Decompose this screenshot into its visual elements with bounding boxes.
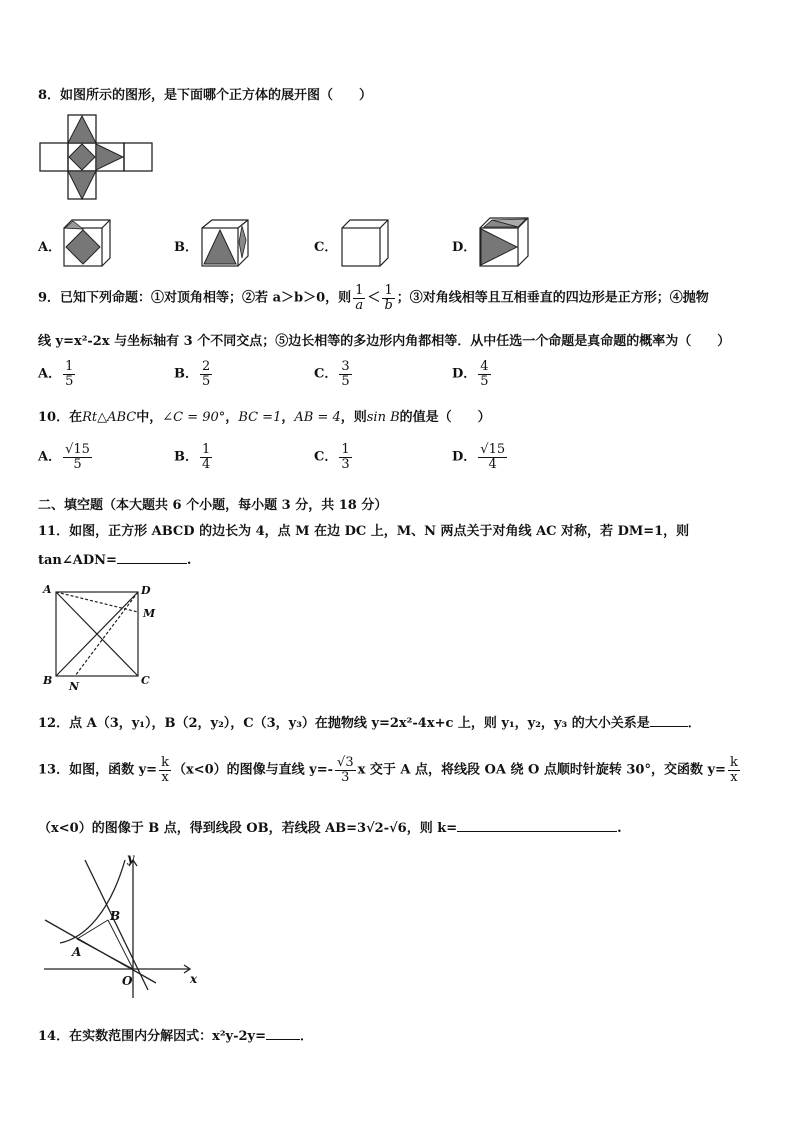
q13-axis-y-label: y [127, 851, 134, 865]
q13-x-2: x [730, 769, 738, 785]
q12-answer-blank[interactable] [650, 726, 688, 727]
q10-option-d-fraction [478, 443, 507, 471]
q9-line2: 线 y=x²-2x 与坐标轴有 3 个不同交点；⑤边长相等的多边形内角都相等．从中任选一个命题是真命题的概率为（ ） [38, 334, 731, 349]
q9-option-b-num: 2 [202, 359, 211, 374]
q13-k-1: k [161, 755, 169, 770]
q10-option-b-label: B． [174, 449, 198, 465]
q11-label-c: C [141, 674, 150, 687]
q13-text-line2a: （x<0）的图像于 B 点，得到线段 OB，若线段 AB=3 [38, 821, 367, 836]
q9-option-c-label: C． [314, 366, 338, 382]
q11-tan-label: tan∠ADN= [38, 553, 117, 568]
q13-sqrt3: √3 [337, 755, 354, 770]
q13-origin-label: O [122, 974, 133, 988]
q11-answer-blank[interactable] [117, 563, 187, 564]
q13-sqrt2: √2 [366, 821, 384, 836]
q10-option-d-label: D． [452, 449, 477, 465]
q9-fraction-1-over-b [382, 284, 394, 312]
q10-angle-c: ∠C = 90° [162, 410, 226, 425]
q11-label-a: A [43, 583, 52, 596]
q8-option-b-label: B． [174, 240, 198, 255]
q13-point-a-label: A [72, 945, 82, 959]
q10-sep1: ， [225, 410, 239, 425]
q10-sinb: sin B [366, 410, 400, 425]
q10-triangle: Rt△ABC [82, 410, 137, 425]
q9-option-d-den: 5 [480, 373, 489, 389]
q10-option-a-fraction [63, 443, 92, 471]
q9-text-part2: ；③对角线相等且互相垂直的四边形是正方形；④抛物 [396, 290, 709, 306]
q10-option-b-num: 1 [202, 442, 211, 457]
q10-option-c-fraction [339, 443, 351, 471]
q9-frac1-num: 1 [355, 283, 364, 298]
q13-text-line2b: ，则 k= [406, 821, 458, 836]
q10-option-a-label: A． [38, 449, 62, 465]
q13-sqrt6: √6 [389, 821, 407, 836]
q9-option-a-den: 5 [65, 373, 74, 389]
q13-text-a: 13．如图，函数 y= [38, 762, 158, 778]
q9-frac1-den: a [355, 297, 364, 313]
q13-k-2: k [729, 755, 738, 770]
q9-option-b-den: 5 [202, 373, 211, 389]
q13-text-c: x 交于 A 点，将线段 OA 绕 O 点顺时针旋转 30°，交函数 y= [357, 762, 726, 778]
q13-line2 [38, 817, 622, 836]
q8-option-c-label: C． [314, 240, 338, 255]
q9-less-than: ＜ [367, 290, 381, 306]
q12-text [38, 712, 701, 731]
q10-sep2: ， [281, 410, 295, 425]
q10-option-c-den: 3 [341, 456, 350, 472]
q13-line1 [38, 756, 742, 784]
q10-option-a [38, 443, 94, 471]
q13-function-graph-figure [40, 850, 210, 1000]
q9-option-c-fraction [339, 360, 351, 388]
q13-three: 3 [341, 769, 350, 785]
q8-text: 8．如图所示的图形，是下面哪个正方体的展开图（ ） [38, 88, 373, 103]
q9-option-a-label: A． [38, 366, 62, 382]
q9-fraction-1-over-a [353, 284, 365, 312]
q9-frac2-den: b [384, 297, 393, 313]
q11-label-m: M [143, 607, 156, 620]
q13-fraction-k-over-x-2 [728, 756, 740, 784]
q9-option-d [452, 360, 493, 388]
q9-option-a-num: 1 [65, 359, 74, 374]
q10-text-a: 10．在 [38, 410, 83, 425]
q9-option-c-num: 3 [341, 359, 350, 374]
q10-option-a-num: √15 [65, 442, 90, 457]
q9-option-d-label: D． [452, 366, 477, 382]
q13-point-b-label: B [110, 909, 121, 923]
q8-option-a-cube [62, 218, 112, 268]
q10-text [38, 406, 491, 425]
q9-option-b-fraction [200, 360, 212, 388]
q11-label-n: N [69, 680, 80, 693]
q9-option-b-label: B． [174, 366, 198, 382]
q11-line1: 11．如图，正方形 ABCD 的边长为 4，点 M 在边 DC 上，M、N 两点关于对角线 AC 对称，若 DM=1，则 [38, 524, 690, 539]
q9-option-d-fraction [478, 360, 490, 388]
q13-axis-x-label: x [190, 972, 198, 986]
q10-ab: AB = 4 [294, 410, 341, 425]
q10-option-d [452, 443, 509, 471]
q10-text-b: 中， [136, 410, 163, 425]
q11-label-d: D [141, 584, 151, 597]
q10-option-b [174, 443, 214, 471]
q8-option-b-cube [200, 218, 250, 268]
q11-period: . [186, 553, 192, 568]
q14-body: 14．在实数范围内分解因式：x²y-2y= [38, 1029, 266, 1044]
q10-bc: BC =1 [238, 410, 282, 425]
q10-option-b-den: 4 [202, 456, 211, 472]
q11-label-b: B [43, 674, 53, 687]
q8-cube-net-figure [38, 113, 158, 203]
section-heading-fill-in: 二、填空题（本大题共 6 个小题，每小题 3 分，共 18 分） [38, 498, 388, 513]
q10-option-d-den: 4 [488, 456, 497, 472]
q9-line1 [38, 284, 709, 312]
q9-option-c-den: 5 [341, 373, 350, 389]
q13-x-1: x [161, 769, 169, 785]
q13-text-b: （x<0）的图像与直线 y=- [172, 762, 334, 778]
q10-option-b-fraction [200, 443, 212, 471]
q12-body: 12．点 A（3，y₁），B（2，y₂），C（3，y₃）在抛物线 y=2x²-4x+c 上，则 y₁，y₂，y₃ 的大小关系是 [38, 716, 650, 731]
q13-period: . [617, 821, 622, 836]
q13-minus: - [383, 821, 390, 836]
q11-line2 [38, 553, 191, 568]
q8-option-d-label: D． [452, 240, 477, 255]
q9-option-a-fraction [63, 360, 75, 388]
q9-option-b [174, 360, 214, 388]
q14-answer-blank[interactable] [266, 1039, 300, 1040]
q10-text-d: 的值是（ ） [399, 410, 491, 425]
q9-option-a [38, 360, 77, 388]
q8-option-c-cube [340, 218, 390, 268]
q9-option-c [314, 360, 354, 388]
q13-fraction-sqrt3-over-3 [335, 756, 356, 784]
q9-option-d-num: 4 [480, 359, 489, 374]
q14-text [38, 1025, 313, 1044]
q9-text-part1: 9．已知下列命题：①对顶角相等；②若 a＞b＞0，则 [38, 290, 352, 306]
q14-period: ． [299, 1029, 313, 1044]
q10-option-a-den: 5 [73, 456, 82, 472]
q8-option-a-label: A． [38, 240, 62, 255]
q10-text-c: ，则 [340, 410, 367, 425]
q13-answer-blank[interactable] [457, 831, 617, 832]
q11-square-figure [40, 582, 165, 694]
q10-option-c [314, 443, 354, 471]
q10-option-d-num: √15 [480, 442, 506, 457]
q13-fraction-k-over-x-1 [159, 756, 171, 784]
q10-option-c-label: C． [314, 449, 338, 465]
q8-option-d-cube [478, 216, 530, 268]
q9-frac2-num: 1 [382, 284, 394, 299]
q10-option-c-num: 1 [341, 442, 350, 457]
q12-period: ． [687, 716, 701, 731]
